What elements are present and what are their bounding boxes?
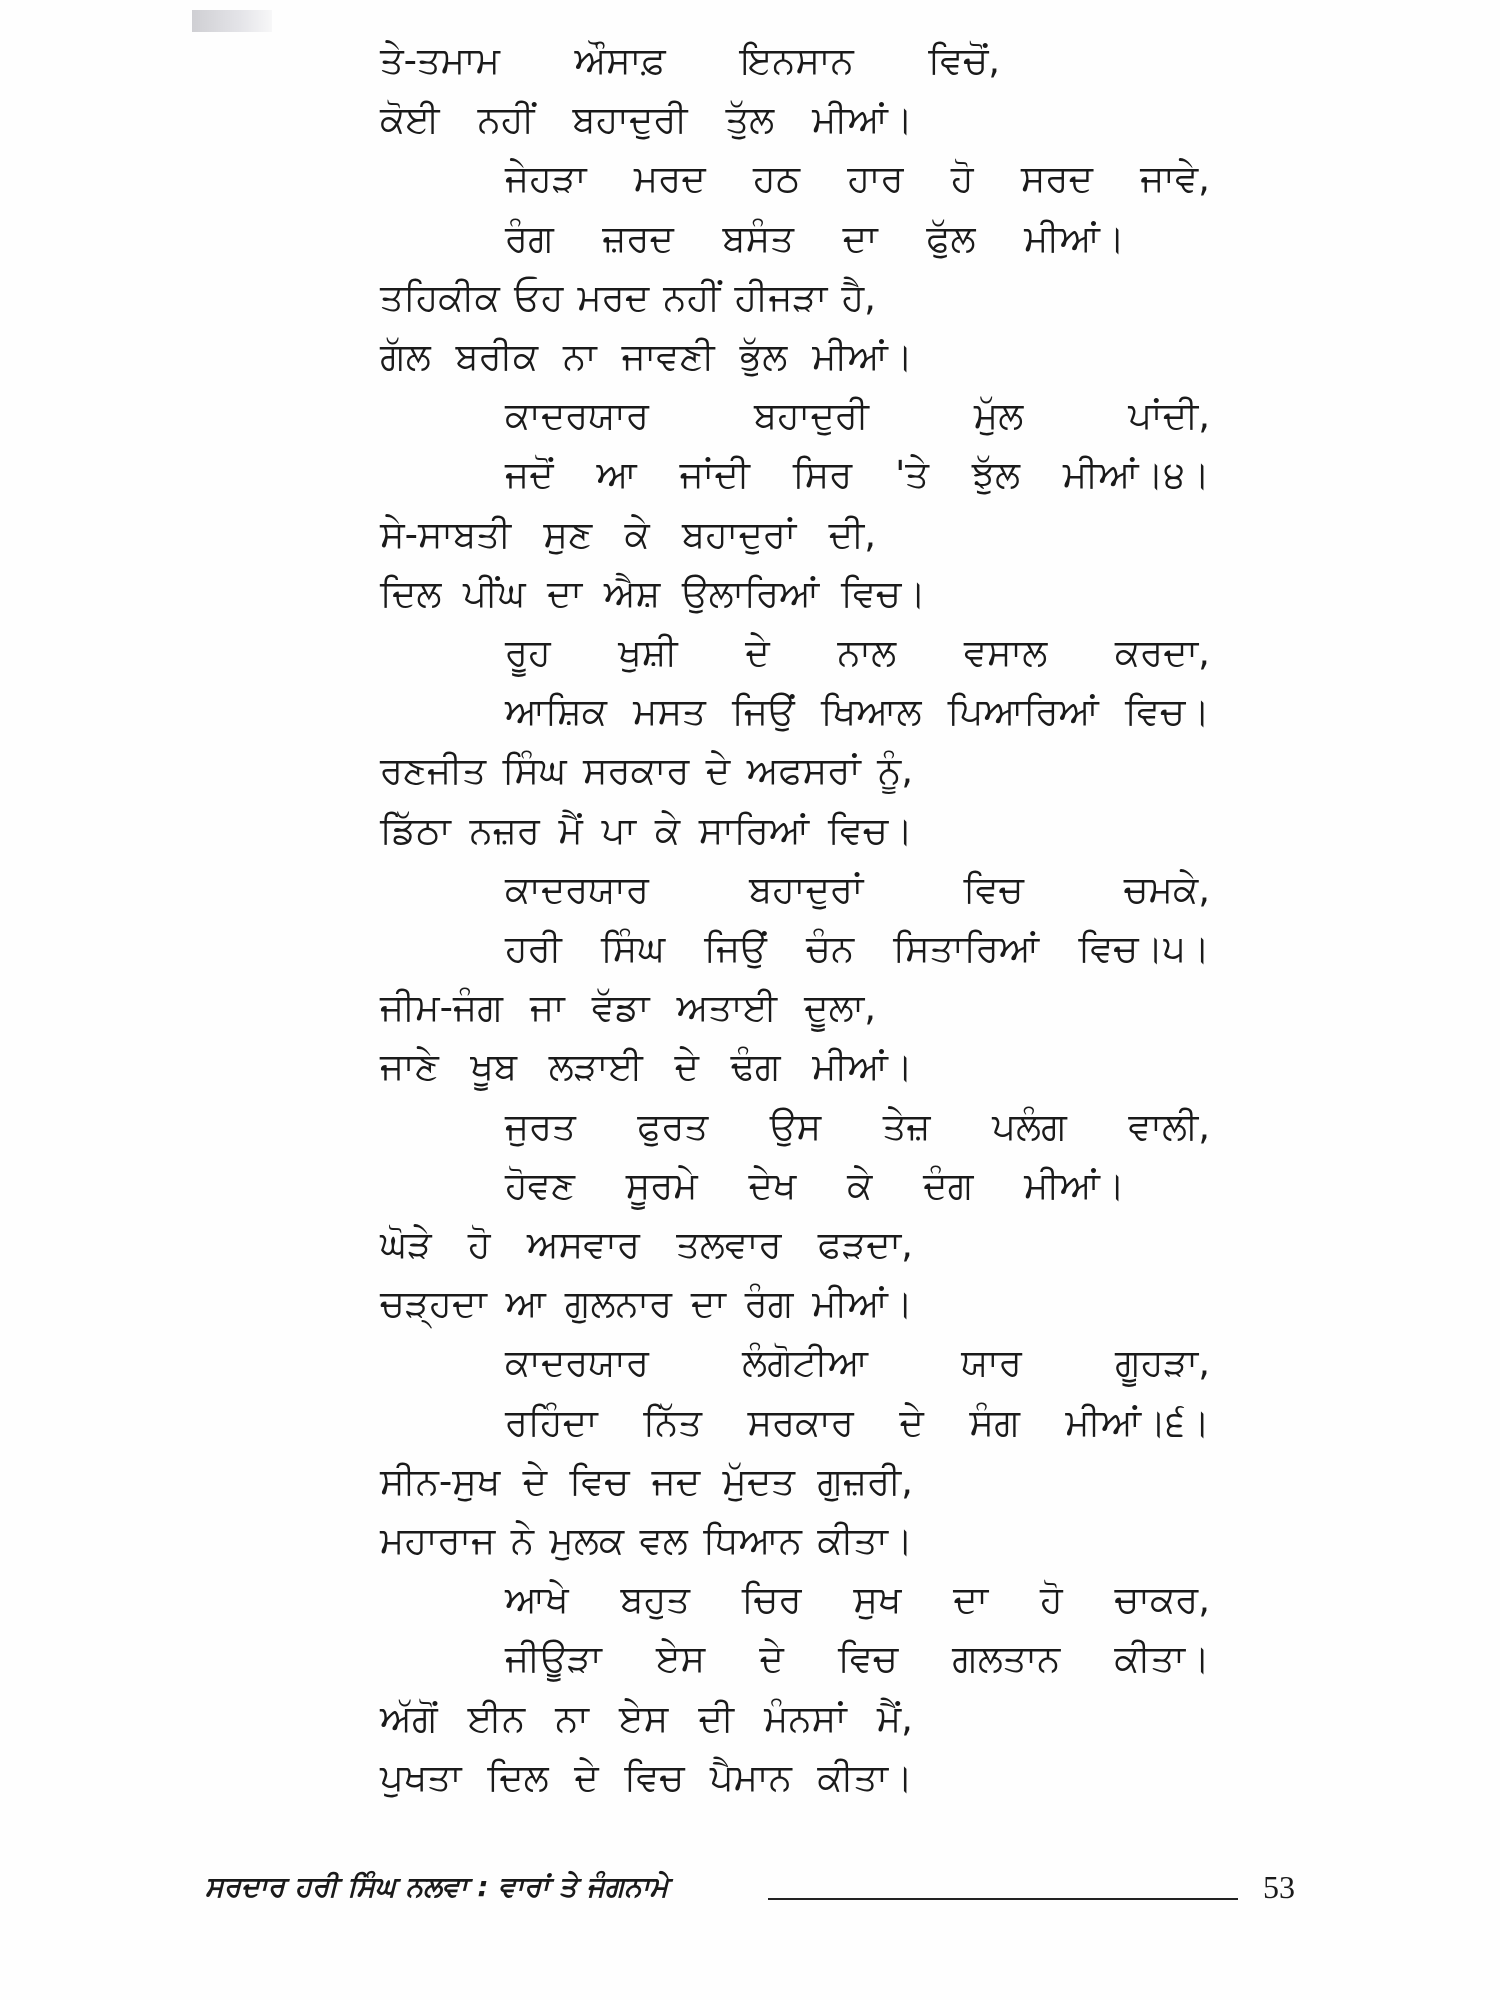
poem-word: ਨਜ਼ਰ [469, 808, 540, 852]
poem-word: ਦੇ [574, 1755, 599, 1799]
poem-word: ਸਾਰਿਆਂ [698, 808, 810, 852]
poem-word: ਮਰਦ [633, 157, 706, 201]
poem-word: ਜਾਵੇ, [1140, 157, 1210, 201]
poem-word: ਕਾਦਰਯਾਰ [505, 867, 649, 911]
poem-word: ਵਿਚ [837, 1637, 898, 1681]
poem-line [380, 1216, 913, 1274]
poem-word: ਨਿੱਤ [643, 1400, 702, 1444]
poem-word: ਮੀਆਂ।੪। [1062, 453, 1210, 497]
poem-word: ਜਾਂਦੀ [679, 453, 750, 497]
poem-word: ਚੜ੍ਹਦਾ [380, 1282, 487, 1326]
poem-word: ਦੇਖ [748, 1163, 797, 1207]
poem-line [505, 1630, 1210, 1688]
poem-word: ਸੁਖ [853, 1578, 902, 1622]
poem-word: ਗੂਹੜਾ, [1115, 1341, 1210, 1385]
poem-line [505, 387, 1210, 445]
poem-word: ਸਰਕਾਰ [582, 749, 690, 793]
poem-word: ਓਹ [514, 275, 564, 319]
poem-word: 'ਤੇ [895, 453, 929, 497]
poem-word: ਮੀਆਂ। [812, 1045, 913, 1089]
poem-word: ਹਾਰ [847, 157, 904, 201]
poem-line [505, 150, 1210, 208]
poem-line [380, 328, 913, 386]
poem-line [505, 446, 1210, 504]
poem-word: ਹੋ [950, 157, 974, 201]
poem-line [380, 1453, 913, 1511]
poem-word: ਬਸੰਤ [722, 216, 794, 260]
poem-line [505, 861, 1210, 919]
poem-word: ਬਹਾਦੁਰੀ [753, 394, 869, 438]
poem-word: ਸੁਣ [543, 512, 593, 556]
poem-word: ਕੇ [624, 512, 650, 556]
poem-line [505, 920, 1210, 978]
poem-word: ਦੇ [705, 749, 731, 793]
poem-word: ਚਮਕੇ, [1123, 867, 1210, 911]
poem-word: ਫੁਰਤ [637, 1104, 709, 1148]
poem-word: ਔਸਾਫ਼ [574, 39, 666, 82]
poem-word: ਮਸਤ [633, 690, 706, 734]
poem-word: ਚਾਕਰ, [1114, 1578, 1210, 1622]
poem-word: ਝੁੱਲ [971, 453, 1021, 497]
poem-word: ਐਸ਼ [603, 571, 661, 615]
poem-word: ਲੰਗੋਟੀਆ [742, 1341, 868, 1385]
poem-line [505, 1098, 1210, 1156]
poem-word: ਢੰਗ [730, 1045, 781, 1089]
poem-word: ਸਰਕਾਰ [747, 1400, 854, 1444]
poem-word: ਮੁੱਲ [973, 394, 1024, 438]
poem-word: ਵਿਚ [963, 867, 1024, 911]
poem-word: ਧਿਆਨ [703, 1519, 802, 1562]
poem-word: ਮੀਆਂ। [1024, 216, 1125, 260]
poem-word: ਹਰੀ [505, 927, 562, 970]
poem-word: ਸੀਨ-ਸੁਖ [380, 1459, 501, 1503]
poem-word: ਸਿਰ [792, 453, 853, 497]
poem-word: ਰੂਹ [505, 631, 551, 674]
poem-word: ਸਿੰਘ [502, 749, 567, 793]
poem-word: ਚਿਰ [741, 1578, 802, 1622]
poem-word: ਅਫਸਰਾਂ [746, 749, 861, 793]
poem-word: ਮੁੱਦਤ [722, 1459, 795, 1503]
poem-word: ਯਾਰ [961, 1341, 1022, 1385]
poem-line [505, 624, 1210, 682]
poem-word: ਨਹੀਂ [477, 98, 535, 142]
poem-word: ਚੰਨ [806, 927, 855, 970]
poem-line [505, 210, 1125, 268]
poem-word: ਜਾ [529, 986, 565, 1030]
poem-word: ਪੀਂਘ [463, 571, 526, 615]
poem-word: ਹਠ [753, 157, 801, 201]
poem-word: ਤੇਜ਼ [882, 1104, 931, 1148]
footer-rule [768, 1898, 1238, 1900]
poem-word: ਗੁਜ਼ਰੀ, [817, 1459, 913, 1503]
poem-word: ਕੇ [847, 1163, 873, 1207]
poem-word: ਤਹਿਕੀਕ [380, 275, 500, 319]
poem-word: ਮੀਆਂ। [1024, 1163, 1125, 1207]
poem-word: ਦਾ [547, 571, 583, 615]
page-number: 53 [1263, 1869, 1295, 1905]
poem-word: ਦਾ [953, 1578, 989, 1622]
poem-word: ਜਿਉਂ [704, 927, 767, 970]
poem-word: ਖੂਬ [470, 1045, 518, 1089]
poem-word: ਮੀਆਂ।੬। [1065, 1400, 1210, 1444]
poem-word: ਫੁੱਲ [926, 216, 976, 260]
poem-word: ਜਾਣੇ [380, 1045, 439, 1089]
poem-word: ਤੁੱਲ [725, 98, 775, 142]
poem-word: ਨਾ [555, 1696, 589, 1740]
poem-word: ਜੀਮ-ਜੰਗ [380, 986, 503, 1030]
poem-word: ਖਿਆਲ [820, 690, 922, 734]
poem-word: ਉਲਾਰਿਆਂ [681, 571, 820, 615]
poem-word: ਹੋ [1040, 1578, 1063, 1622]
poem-word: ਦਾ [690, 1282, 726, 1326]
poem-word: ਬਹੁਤ [620, 1578, 690, 1622]
poem-word: ਤੇ-ਤਮਾਮ [380, 39, 500, 82]
poem-word: ਦੇ [522, 1459, 548, 1503]
poem-word: ਦੇ [899, 1400, 924, 1444]
poem-word: ਜਦੋਂ [505, 453, 554, 497]
poem-word: ਪੈਮਾਨ [709, 1755, 792, 1799]
poem-word: ਪੁਖਤਾ [380, 1755, 462, 1799]
poem-word: ਡਿੱਠਾ [380, 808, 451, 852]
poem-line [505, 1394, 1210, 1452]
poem-word: ਈਨ [467, 1696, 526, 1740]
poem-word: ਰਣਜੀਤ [380, 749, 487, 793]
poem-word: ਗੁਲਨਾਰ [564, 1282, 673, 1326]
poem-word: ਪਲੰਗ [992, 1104, 1067, 1148]
poem-line [505, 683, 1210, 741]
poem-word: ਵਲ [639, 1519, 688, 1562]
page-footer [205, 1862, 1305, 1912]
poem-word: ਹੈ, [841, 275, 876, 319]
poem-word: ਨੂੰ, [877, 749, 913, 793]
poem-word: ਦੇ [745, 631, 770, 674]
poem-word: ਜੀਊੜਾ [505, 1637, 602, 1681]
poem-word: ਪਾ [601, 808, 637, 852]
poem-word: ਏਸ [619, 1696, 669, 1740]
poem-word: ਖੁਸ਼ੀ [618, 631, 678, 674]
poem-line [380, 802, 913, 860]
poem-line [380, 269, 876, 327]
poem-word: ਤਲਵਾਰ [676, 1223, 782, 1266]
poem-word: ਵਸਾਲ [963, 631, 1048, 674]
poem-word: ਹੀਜੜਾ [734, 275, 828, 319]
poem-word: ਸੂਰਮੇ [625, 1163, 698, 1207]
poem-word: ਨਾਲ [837, 631, 897, 674]
poem-word: ਮੀਆਂ। [812, 335, 913, 378]
poem-word: ਵਿਚ।੫। [1078, 927, 1210, 970]
poem-line [505, 1334, 1210, 1392]
poem-word: ਇਨਸਾਨ [740, 39, 854, 82]
poem-word: ਦੰਗ [923, 1163, 974, 1207]
poem-word: ਦੀ, [828, 512, 876, 556]
poem-word: ਦੇ [759, 1637, 784, 1681]
poem-line [380, 506, 876, 564]
poem-line [380, 1038, 913, 1096]
poem-word: ਕਾਦਰਯਾਰ [505, 394, 649, 438]
poem-word: ਕੋਈ [380, 98, 440, 142]
poem-word: ਕੀਤਾ। [817, 1519, 913, 1562]
poem-word: ਫੜਦਾ, [817, 1223, 913, 1266]
poem-word: ਰੰਗ [505, 216, 554, 260]
poem-line [380, 1749, 913, 1807]
poem-word: ਮਹਾਰਾਜ [380, 1519, 496, 1562]
poem-word: ਅਸਵਾਰ [526, 1223, 640, 1266]
poem-word: ਅੱਗੋਂ [380, 1696, 438, 1740]
poem-word: ਜਦ [651, 1459, 701, 1503]
poem-word: ਆਸ਼ਿਕ [505, 690, 608, 734]
poem-word: ਸਿੰਘ [600, 927, 665, 970]
poem-word: ਆ [505, 1282, 546, 1326]
poem-word: ਕੀਤਾ। [1114, 1637, 1210, 1681]
poem-word: ਗੱਲ [380, 335, 431, 378]
poem-word: ਭੁੱਲ [739, 335, 788, 378]
poem-word: ਵਿਚ [624, 1755, 685, 1799]
poem-word: ਆਖੇ [505, 1578, 569, 1622]
poem-line [380, 1275, 913, 1333]
poem-word: ਬਹਾਦੁਰਾਂ [749, 867, 864, 911]
poem-word: ਦਿਲ [380, 571, 442, 615]
poem-line [505, 1571, 1210, 1629]
poem-line [380, 1512, 913, 1570]
poem-word: ਲੜਾਈ [548, 1045, 643, 1089]
poem-word: ਪਾਂਦੀ, [1128, 394, 1210, 438]
poem-line [505, 1157, 1125, 1215]
poem-word: ਦੀ [698, 1696, 735, 1740]
poem-word: ਜੁਰਤ [505, 1104, 576, 1148]
poem-word: ਦੇ [674, 1045, 699, 1089]
poem-word: ਘੋੜੇ [380, 1223, 432, 1266]
poem-word: ਮੀਆਂ। [812, 98, 913, 142]
poem-word: ਕੇ [654, 808, 681, 852]
poem-word: ਵਿਚ। [827, 808, 913, 852]
poem-word: ਜ਼ਰਦ [602, 216, 674, 260]
poem-word: ਨੇ [510, 1519, 534, 1562]
poem-word: ਮੈਂ [558, 808, 583, 852]
poem-word: ਬਰੀਕ [455, 335, 539, 378]
poem-word: ਦੂਲਾ, [804, 986, 876, 1030]
poem-word: ਸੇ-ਸਾਬਤੀ [380, 512, 512, 556]
poem-word: ਵਿਚੋਂ, [928, 39, 1000, 82]
poem-word: ਦਾ [842, 216, 878, 260]
poem-word: ਉਸ [769, 1104, 822, 1148]
poem-word: ਰਹਿੰਦਾ [505, 1400, 598, 1444]
poem-word: ਜੇਹੜਾ [505, 157, 587, 201]
poem-word: ਕੀਤਾ। [817, 1755, 913, 1799]
poem-word: ਅਤਾਈ [676, 986, 778, 1030]
poem-word: ਬਹਾਦੁਰੀ [572, 98, 688, 142]
poem-word: ਆ [596, 453, 637, 497]
poem-word: ਸਿਤਾਰਿਆਂ [893, 927, 1040, 970]
poem-word: ਰੰਗ [744, 1282, 794, 1326]
poem-word: ਜਿਉਂ [731, 690, 795, 734]
poem-word: ਕਾਦਰਯਾਰ [505, 1341, 649, 1385]
poem-word: ਏਸ [655, 1637, 706, 1681]
poem-word: ਵਿਚ। [841, 571, 926, 615]
poem-word: ਗਲਤਾਨ [952, 1637, 1061, 1681]
poem-word: ਪਿਆਰਿਆਂ [947, 690, 1099, 734]
poem-line [380, 1690, 913, 1748]
poem-word: ਵਿਚ। [1125, 690, 1210, 734]
poem-word: ਮਰਦ [577, 275, 650, 319]
poem-word: ਮੰਨਸਾਂ [764, 1696, 847, 1740]
poem-line [380, 32, 1000, 90]
poem-word: ਵੱਡਾ [591, 986, 650, 1030]
poem-word: ਸਰਦ [1020, 157, 1093, 201]
poem-line [380, 979, 876, 1037]
poem-line [380, 565, 926, 623]
poem-word: ਹੋ [467, 1223, 491, 1266]
poem-word: ਮੈਂ, [876, 1696, 913, 1740]
poem-word: ਨਾ [562, 335, 597, 378]
poem-word: ਮੁਲਕ [549, 1519, 625, 1562]
poem-word: ਜਾਵਣੀ [621, 335, 715, 378]
footer-book-title: ਸਰਦਾਰ ਹਰੀ ਸਿੰਘ ਨਲਵਾ : ਵਾਰਾਂ ਤੇ ਜੰਗਨਾਮੇ [205, 1870, 669, 1903]
poem-word: ਕਰਦਾ, [1114, 631, 1210, 674]
poem-word: ਵਾਲੀ, [1128, 1104, 1210, 1148]
poem-word: ਵਿਚ [569, 1459, 630, 1503]
poem-word: ਸੰਗ [969, 1400, 1020, 1444]
poem-line [380, 91, 913, 149]
poem-word: ਬਹਾਦੁਰਾਂ [681, 512, 797, 556]
poem-word: ਹੋਵਣ [505, 1163, 575, 1207]
poem-word: ਦਿਲ [487, 1755, 549, 1799]
poem-line [380, 742, 913, 800]
poem-word: ਮੀਆਂ। [812, 1282, 913, 1326]
poem-word: ਨਹੀਂ [663, 275, 721, 319]
